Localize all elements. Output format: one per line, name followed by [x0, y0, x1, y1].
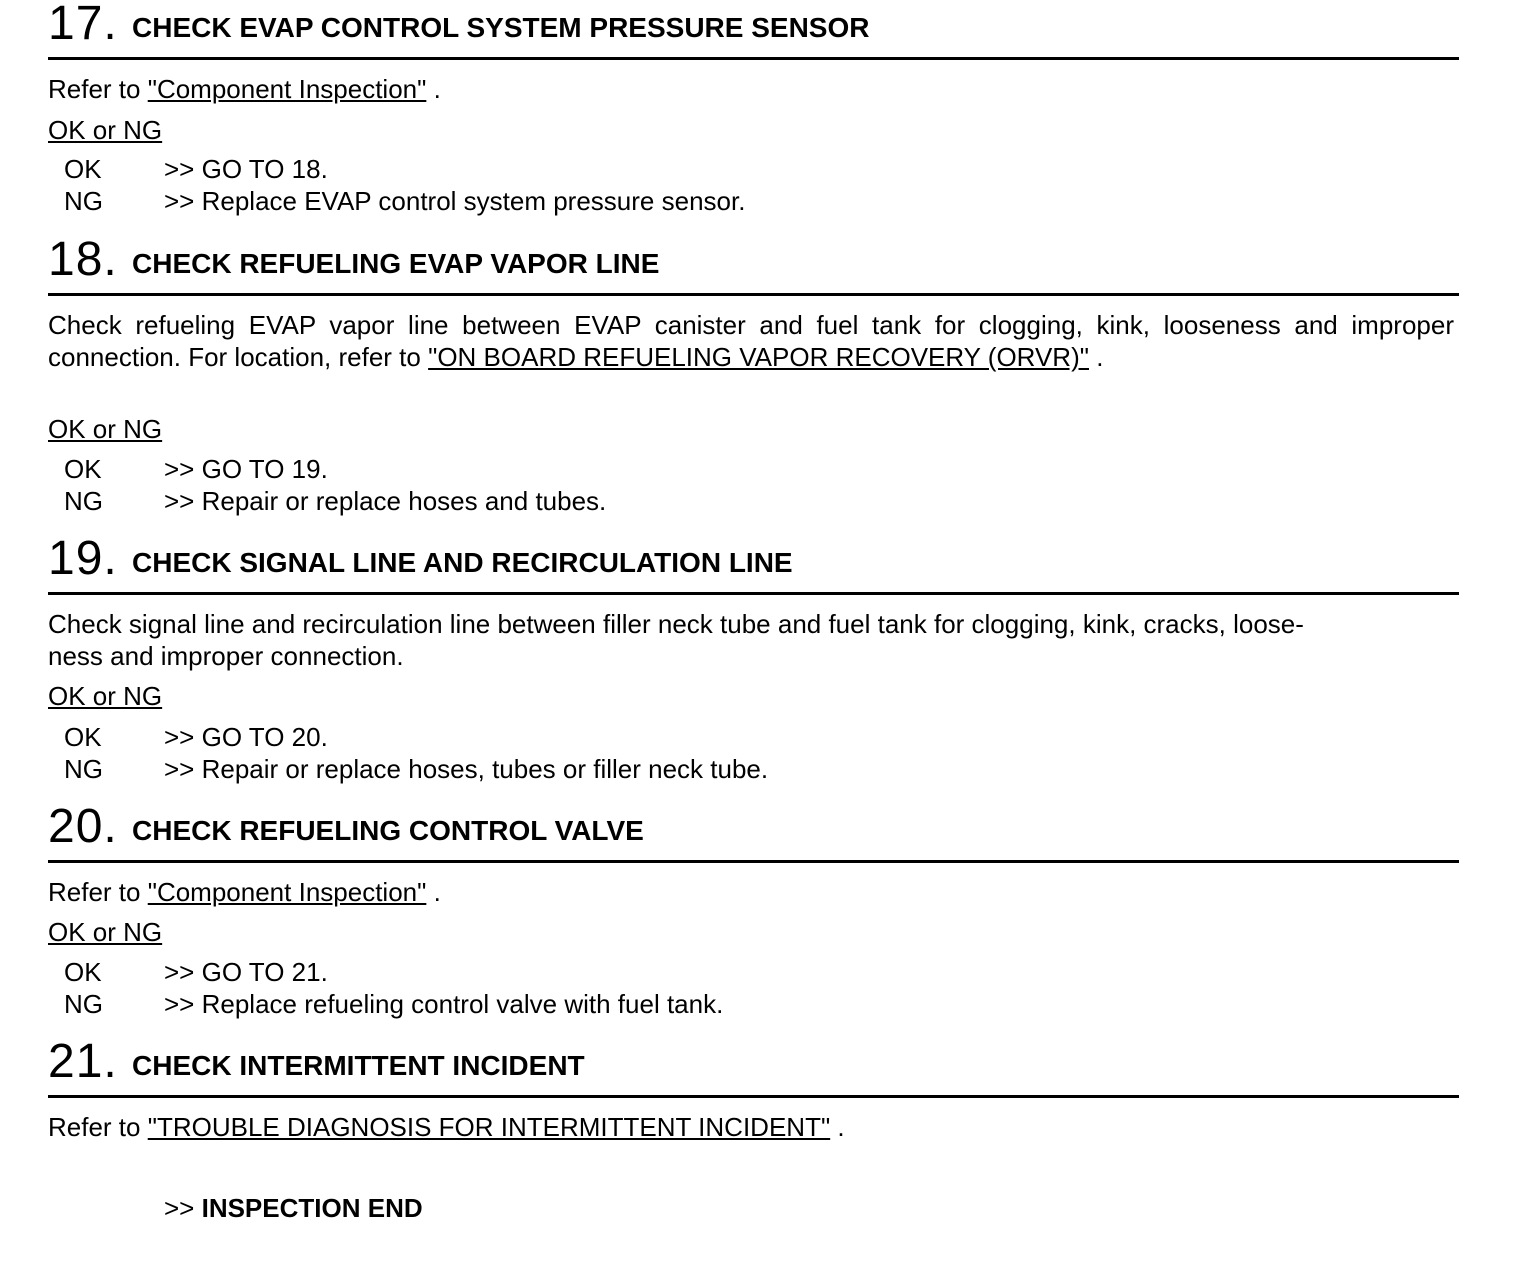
step-18-header — [48, 233, 1459, 296]
ng-label: NG — [64, 186, 103, 216]
component-inspection-link[interactable]: "Component Inspection" — [147, 877, 427, 907]
body-suffix: . — [426, 74, 441, 104]
step-number: 17. — [48, 0, 118, 50]
step-title: CHECK SIGNAL LINE AND RECIRCULATION LINE — [132, 547, 793, 578]
ng-label: NG — [64, 989, 103, 1019]
step-title: CHECK REFUELING EVAP VAPOR LINE — [132, 248, 660, 279]
orvr-link[interactable]: "ON BOARD REFUELING VAPOR RECOVERY (ORVR)" — [428, 342, 1089, 372]
body-suffix: . — [426, 877, 441, 907]
end-label: INSPECTION END — [201, 1193, 423, 1223]
step-title: CHECK EVAP CONTROL SYSTEM PRESSURE SENSOR — [132, 12, 870, 43]
end-prefix: >> — [164, 1193, 202, 1223]
component-inspection-link[interactable]: "Component Inspection" — [147, 74, 427, 104]
step-19-body-line-2: ness and improper connection. — [48, 641, 404, 671]
ok-result: >> GO TO 20. — [164, 722, 328, 752]
ok-label: OK — [64, 722, 102, 752]
step-20-header — [48, 800, 1459, 863]
ok-or-ng-label: OK or NG — [48, 681, 163, 711]
ng-result: >> Replace EVAP control system pressure sensor. — [164, 186, 746, 216]
ok-label: OK — [64, 957, 102, 987]
body-text: Refer to — [48, 74, 148, 104]
step-number: 21. — [48, 1035, 118, 1088]
body-text: Refer to — [48, 877, 148, 907]
step-number: 20. — [48, 800, 118, 853]
step-number: 19. — [48, 532, 118, 585]
ng-result: >> Repair or replace hoses and tubes. — [164, 486, 607, 516]
step-17-header — [48, 0, 1459, 60]
ng-label: NG — [64, 754, 103, 784]
step-20-body — [48, 876, 1454, 908]
step-number: 18. — [48, 233, 118, 286]
step-19-body-line-1: Check signal line and recirculation line between filler neck tube and fuel tank for clogging, kink, cracks, loose- — [48, 609, 1304, 639]
ok-or-ng-label: OK or NG — [48, 917, 163, 947]
ng-result: >> Repair or replace hoses, tubes or filler neck tube. — [164, 754, 769, 784]
step-21-body — [48, 1111, 1454, 1143]
inspection-end — [164, 1192, 423, 1224]
step-title: CHECK INTERMITTENT INCIDENT — [132, 1050, 585, 1081]
ok-result: >> GO TO 21. — [164, 957, 328, 987]
ok-result: >> GO TO 18. — [164, 154, 328, 184]
body-suffix: . — [830, 1112, 845, 1142]
step-21-header — [48, 1035, 1459, 1098]
ok-or-ng-label: OK or NG — [48, 115, 163, 145]
ok-result: >> GO TO 19. — [164, 454, 328, 484]
ng-result: >> Replace refueling control valve with fuel tank. — [164, 989, 724, 1019]
step-18-body — [48, 309, 1454, 373]
step-19-header — [48, 532, 1459, 595]
step-title: CHECK REFUELING CONTROL VALVE — [132, 815, 644, 846]
ok-or-ng-label: OK or NG — [48, 414, 163, 444]
body-suffix: . — [1088, 342, 1104, 372]
step-17-body — [48, 73, 1454, 105]
ok-label: OK — [64, 454, 102, 484]
body-text: Check refueling EVAP vapor line between EVAP canister and fuel tank for clogging, kink, looseness and improper connection. For location, refer to — [48, 310, 1454, 372]
body-text: Refer to — [48, 1112, 148, 1142]
ok-label: OK — [64, 154, 102, 184]
trouble-diagnosis-link[interactable]: "TROUBLE DIAGNOSIS FOR INTERMITTENT INCIDENT" — [147, 1112, 831, 1142]
ng-label: NG — [64, 486, 103, 516]
